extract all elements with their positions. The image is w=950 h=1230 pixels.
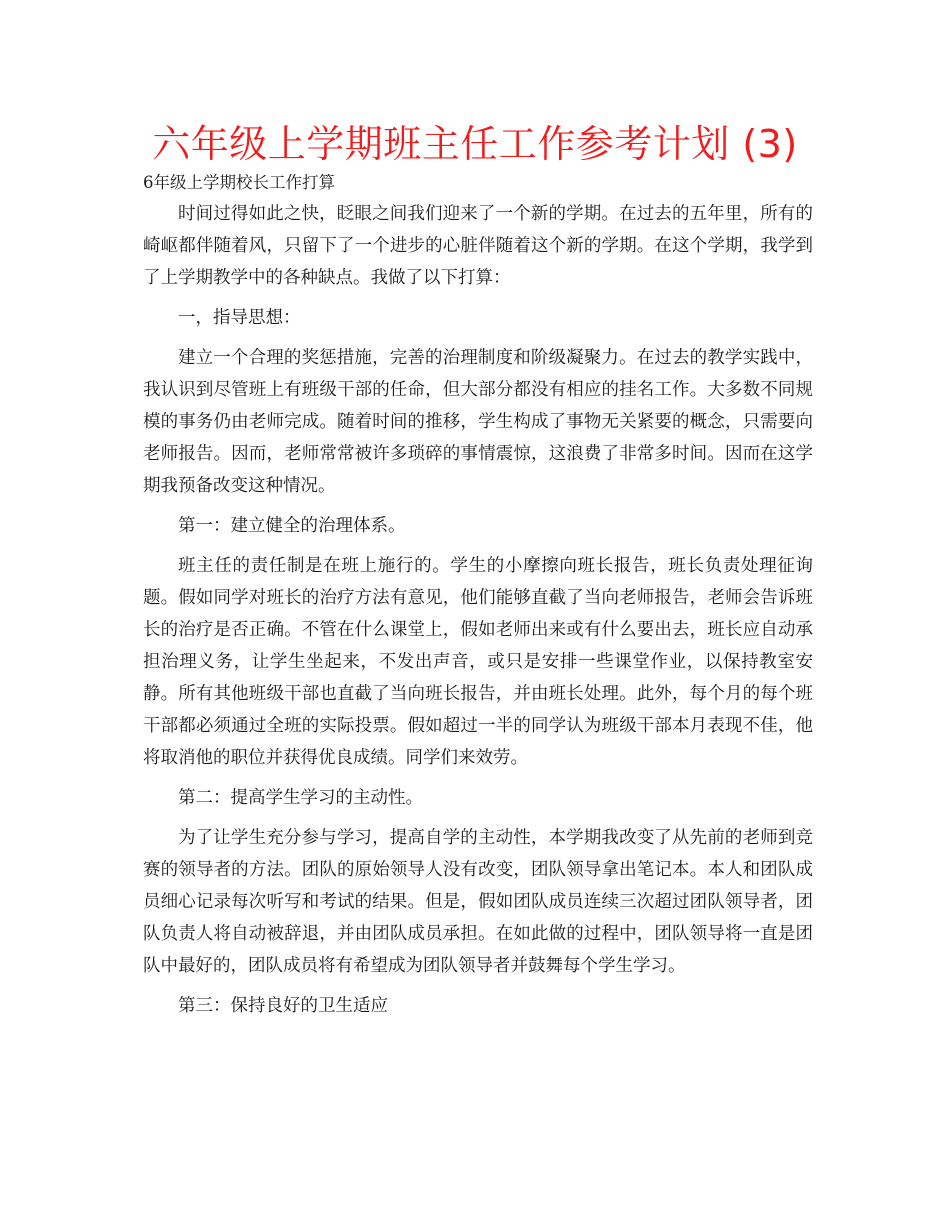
paragraph-second: 为了让学生充分参与学习，提高自学的主动性，本学期我改变了从先前的老师到竞赛的领导者的方法。团队的原始领导人没有改变，团队领导拿出笔记本。本人和团队成员细心记录每次听写和考试的结果。但是，假如团队成员连续三次超过团队领导者，团队负责人将自动被辞退，并由团队成员承担。在如此做的过程中，团队领导将一直是团队中最好的，团队成员将有希望成为团队领导者并鼓舞每个学生学习。 (143, 828, 813, 976)
section-heading-first: 第一：建立健全的治理体系。 (178, 516, 406, 536)
document-subtitle: 6年级上学期校长工作打算 (143, 173, 335, 192)
section-heading-second: 第二：提高学生学习的主动性。 (178, 788, 423, 808)
document-body (143, 198, 813, 1030)
paragraph-guiding-thought: 建立一个合理的奖惩措施，完善的治理制度和阶级凝聚力。在过去的教学实践中，我认识到尽管班上有班级干部的任命，但大部分都没有相应的挂名工作。大多数不同规模的事务仍由老师完成。随着时间的推移，学生构成了事物无关紧要的概念，只需要向老师报告。因而，老师常常被许多琐碎的事情震惊，这浪费了非常多时间。因而在这学期我预备改变这种情况。 (143, 348, 813, 496)
section-heading-guiding-thought: 一，指导思想： (178, 308, 301, 328)
section-heading-third: 第三：保持良好的卫生适应 (178, 996, 388, 1016)
document-title: 六年级上学期班主任工作参考计划 (3) (152, 122, 798, 166)
paragraph-first: 班主任的责任制是在班上施行的。学生的小摩擦向班长报告，班长负责处理征询题。假如同学对班长的治疗方法有意见，他们能够直截了当向老师报告，老师会告诉班长的治疗是否正确。不管在什么课堂上，假如老师出来或有什么要出去，班长应自动承担治理义务，让学生坐起来，不发出声音，或只是安排一些课堂作业，以保持教室安静。所有其他班级干部也直截了当向班长报告，并由班长处理。此外，每个月的每个班干部都必须通过全班的实际投票。假如超过一半的同学认为班级干部本月表现不佳，他将取消他的职位并获得优良成绩。同学们来效劳。 (143, 556, 813, 768)
paragraph-intro: 时间过得如此之快，眨眼之间我们迎来了一个新的学期。在过去的五年里，所有的崎岖都伴随着风，只留下了一个进步的心脏伴随着这个新的学期。在这个学期，我学到了上学期教学中的各种缺点。我做了以下打算： (143, 204, 813, 288)
